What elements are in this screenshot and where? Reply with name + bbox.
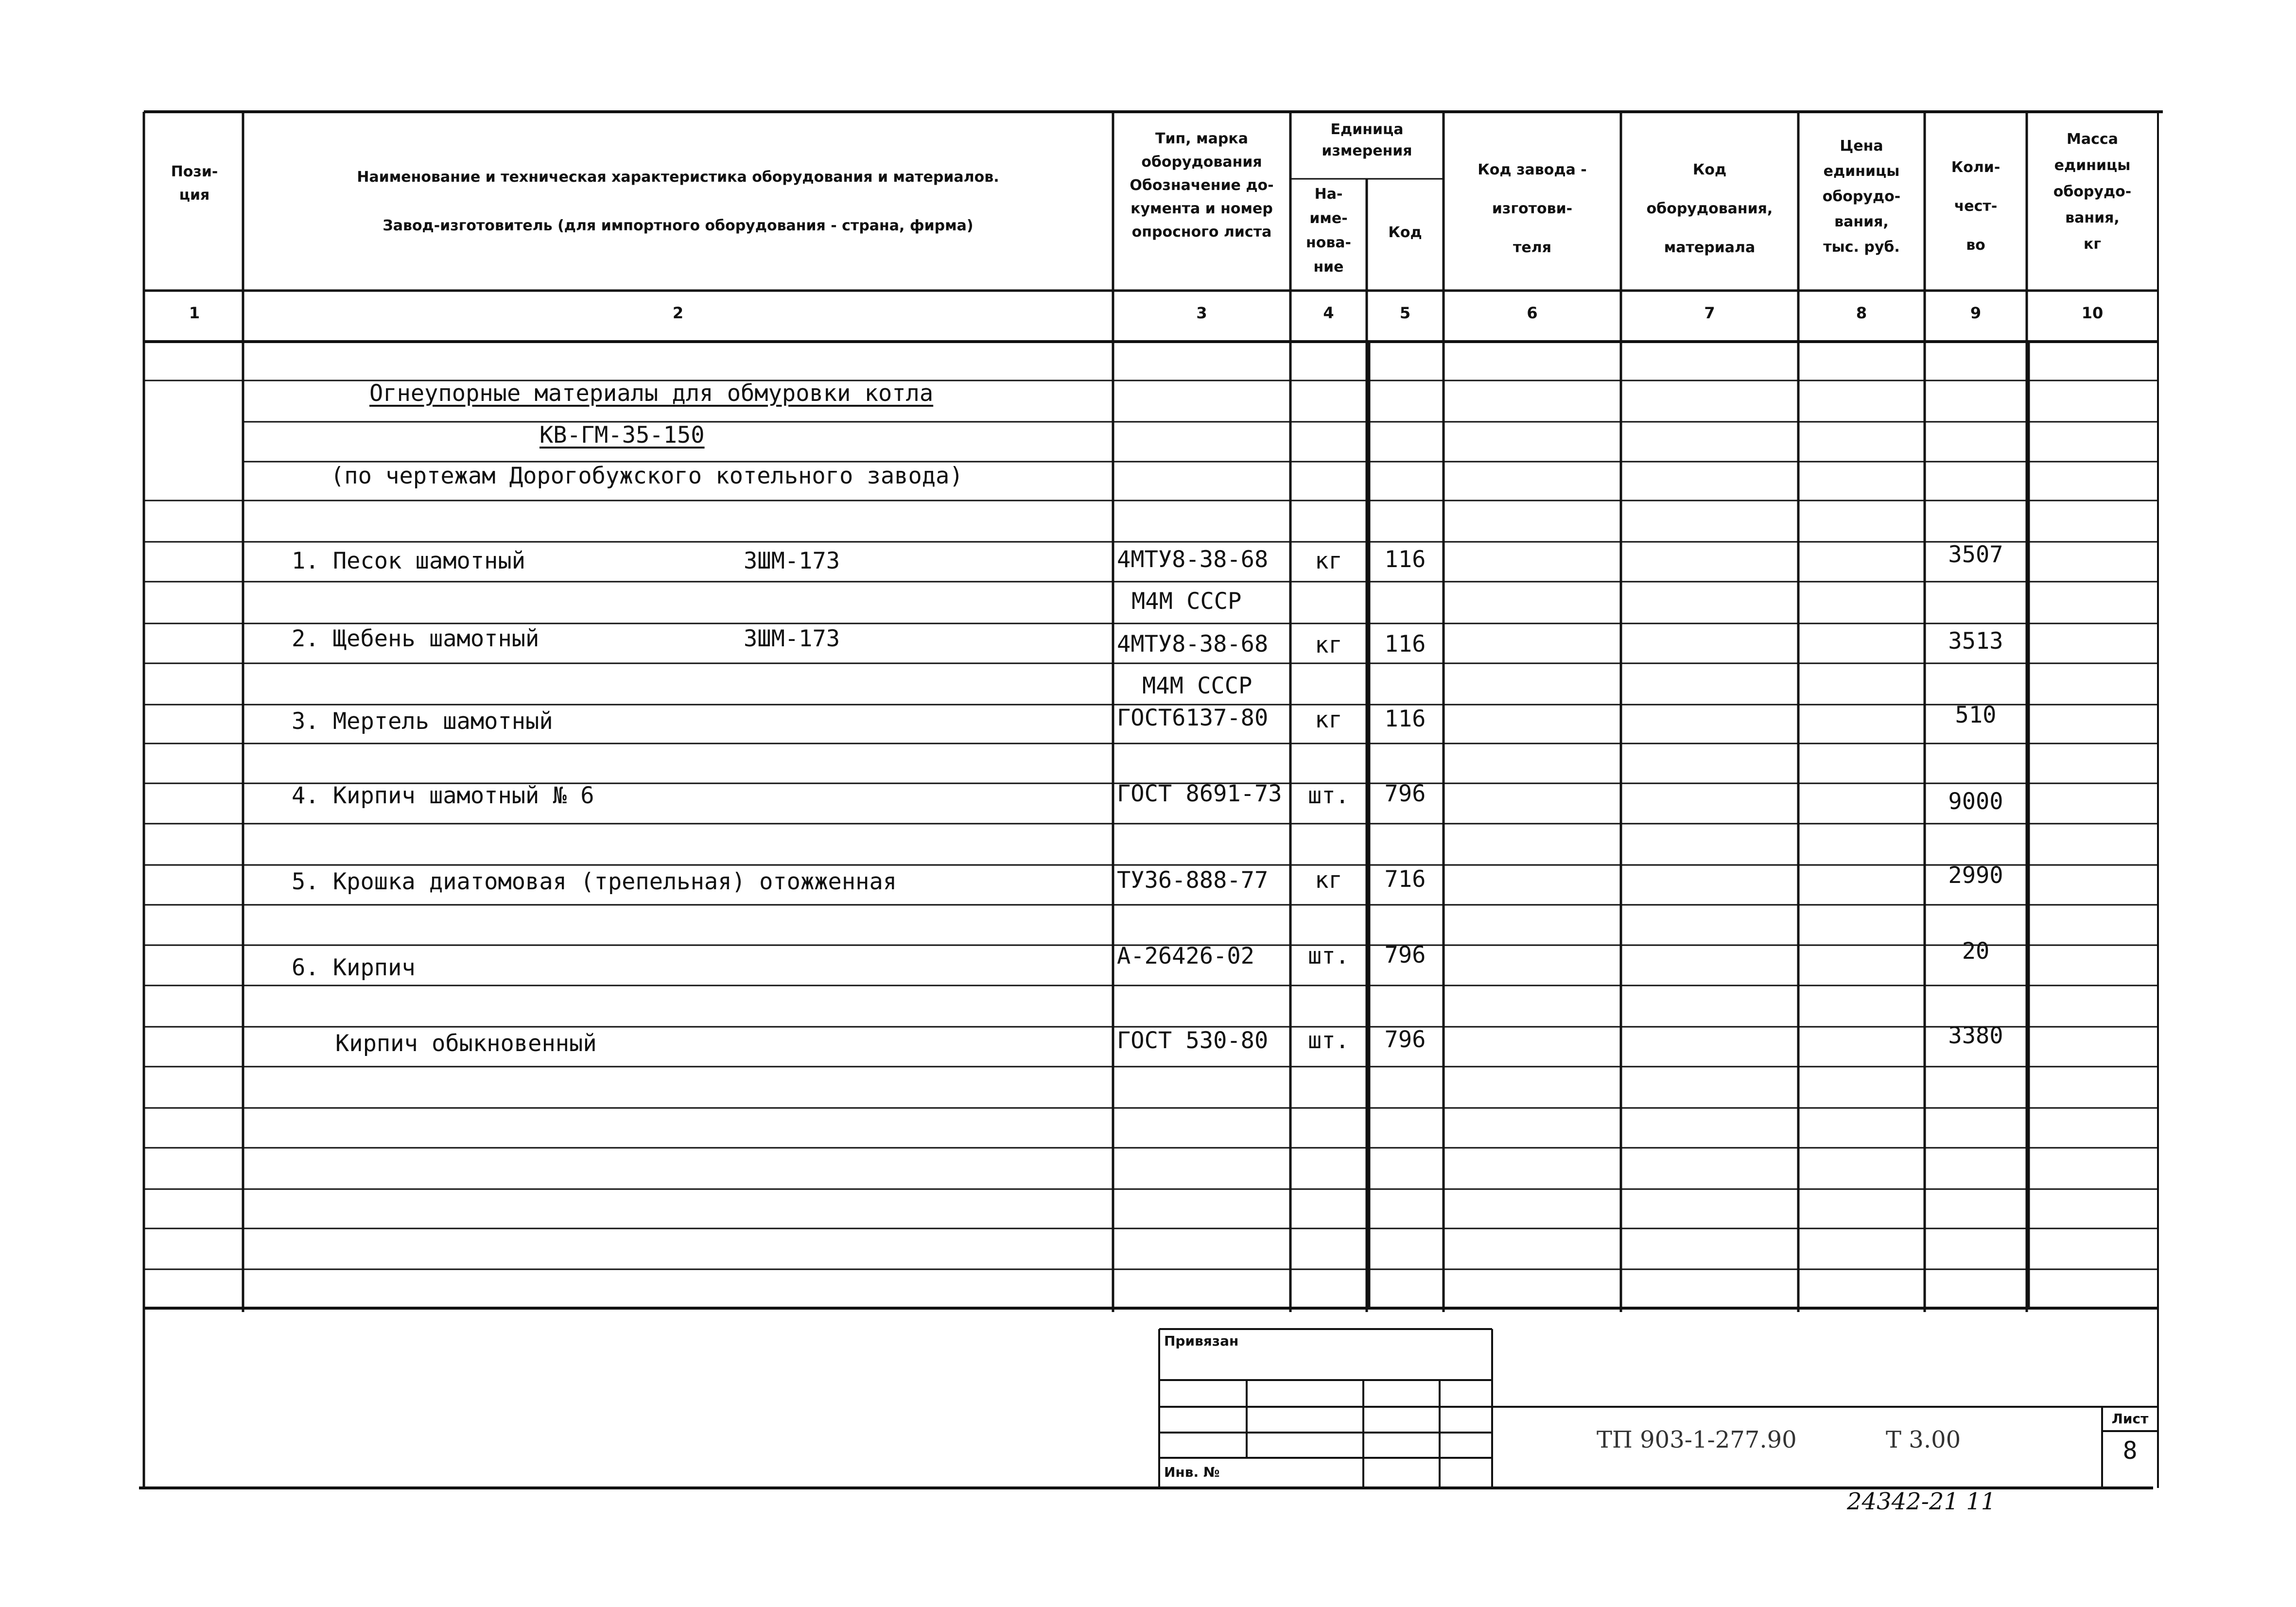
item-5-unit: кг <box>1315 867 1342 894</box>
item-7-code: 796 <box>1384 1026 1426 1053</box>
item-2-grade: ЗШМ-173 <box>744 625 840 652</box>
item-5-qty: 2990 <box>1948 862 2003 889</box>
item-3-qty: 510 <box>1955 702 1997 728</box>
item-1-doc: 4МТУ8-38-68 <box>1117 546 1269 573</box>
col-number-1: 1 <box>189 304 200 322</box>
col-number-7: 7 <box>1704 304 1715 322</box>
item-6-code: 796 <box>1384 942 1426 968</box>
item-1-name: 1. Песок шамотный <box>292 548 526 574</box>
stamp-privyazan: Привязан <box>1164 1333 1239 1349</box>
document-number: ТП 903-1-277.90 <box>1597 1426 1797 1453</box>
col9-header: Коли- чест- во <box>1951 159 2000 254</box>
col-number-6: 6 <box>1527 304 1538 322</box>
item-2-doc2: М4М СССР <box>1142 673 1252 699</box>
section-title-line1: Огнеупорные материалы для обмуровки котла <box>369 380 934 407</box>
item-4-qty: 9000 <box>1948 788 2003 815</box>
sheet-number: 8 <box>2122 1436 2138 1465</box>
item-3-unit: кг <box>1315 707 1342 733</box>
item-1-grade: ЗШМ-173 <box>744 548 840 574</box>
item-1-doc2: М4М СССР <box>1131 588 1242 615</box>
item-7-name: Кирпич обыкновенный <box>335 1030 597 1057</box>
col-number-9: 9 <box>1970 304 1982 322</box>
item-6-name: 6. Кирпич <box>292 954 416 981</box>
handwritten-inventory-number: 24342-21 11 <box>1847 1488 1996 1515</box>
item-3-doc: ГОСТ6137-80 <box>1117 705 1269 731</box>
item-5-name: 5. Крошка диатомовая (трепельная) отожженная <box>292 868 897 895</box>
item-3-name: 3. Мертель шамотный <box>292 708 553 735</box>
col-number-5: 5 <box>1399 304 1411 322</box>
col-number-4: 4 <box>1323 304 1334 322</box>
col10-header: Масса единицы оборудо- вания, кг <box>2053 131 2132 253</box>
col8-header: Цена единицы оборудо- вания, тыс. руб. <box>1822 138 1901 256</box>
item-7-doc: ГОСТ 530-80 <box>1117 1027 1269 1054</box>
item-4-unit: шт. <box>1308 782 1349 809</box>
section-title-line2: КВ-ГМ-35-150 <box>539 422 705 449</box>
item-2-code: 116 <box>1384 631 1426 657</box>
col2-header: Наименование и техническая характеристика оборудования и материалов. Завод-изготовитель (для импортного оборудования - страна, фирма) <box>357 169 999 234</box>
item-4-code: 796 <box>1384 780 1426 807</box>
item-3-code: 116 <box>1384 706 1426 732</box>
item-7-unit: шт. <box>1308 1027 1349 1054</box>
item-2-name: 2. Щебень шамотный <box>292 625 539 652</box>
col7-header: Код оборудования, материала <box>1646 161 1773 256</box>
col4-header: На- име- нова- ние <box>1305 186 1352 276</box>
sheet-label: Лист <box>2111 1411 2149 1427</box>
section-title-line3: (по чертежам Дорогобужского котельного завода) <box>330 463 963 489</box>
item-1-unit: кг <box>1315 548 1342 574</box>
item-6-doc: А-26426-02 <box>1117 943 1254 969</box>
col3-header: Тип, марка оборудования Обозначение до- кумента и номер опросного листа <box>1130 130 1274 241</box>
item-2-qty: 3513 <box>1948 628 2003 655</box>
item-6-unit: шт. <box>1308 943 1349 969</box>
item-4-name: 4. Кирпич шамотный № 6 <box>292 782 594 809</box>
item-6-qty: 20 <box>1962 938 1990 965</box>
album-code: Т 3.00 <box>1886 1426 1961 1453</box>
item-2-unit: кг <box>1315 632 1342 658</box>
col-number-3: 3 <box>1196 304 1207 322</box>
col-number-10: 10 <box>2081 304 2104 322</box>
item-7-qty: 3380 <box>1948 1022 2003 1049</box>
stamp-inv: Инв. № <box>1164 1464 1220 1480</box>
col6-header: Код завода - изготови- теля <box>1478 161 1587 256</box>
item-5-doc: ТУ36-888-77 <box>1117 867 1269 894</box>
col1-header: Пози- ция <box>171 163 218 204</box>
unit-group-header: Единица измерения <box>1322 121 1412 159</box>
item-5-code: 716 <box>1384 866 1426 893</box>
item-1-qty: 3507 <box>1948 541 2003 568</box>
col-number-2: 2 <box>672 304 684 322</box>
col5-header: Код <box>1388 224 1422 241</box>
col-number-8: 8 <box>1856 304 1867 322</box>
item-2-doc: 4МТУ8-38-68 <box>1117 631 1269 657</box>
item-4-doc: ГОСТ 8691-73 <box>1117 780 1282 807</box>
item-1-code: 116 <box>1384 546 1426 573</box>
